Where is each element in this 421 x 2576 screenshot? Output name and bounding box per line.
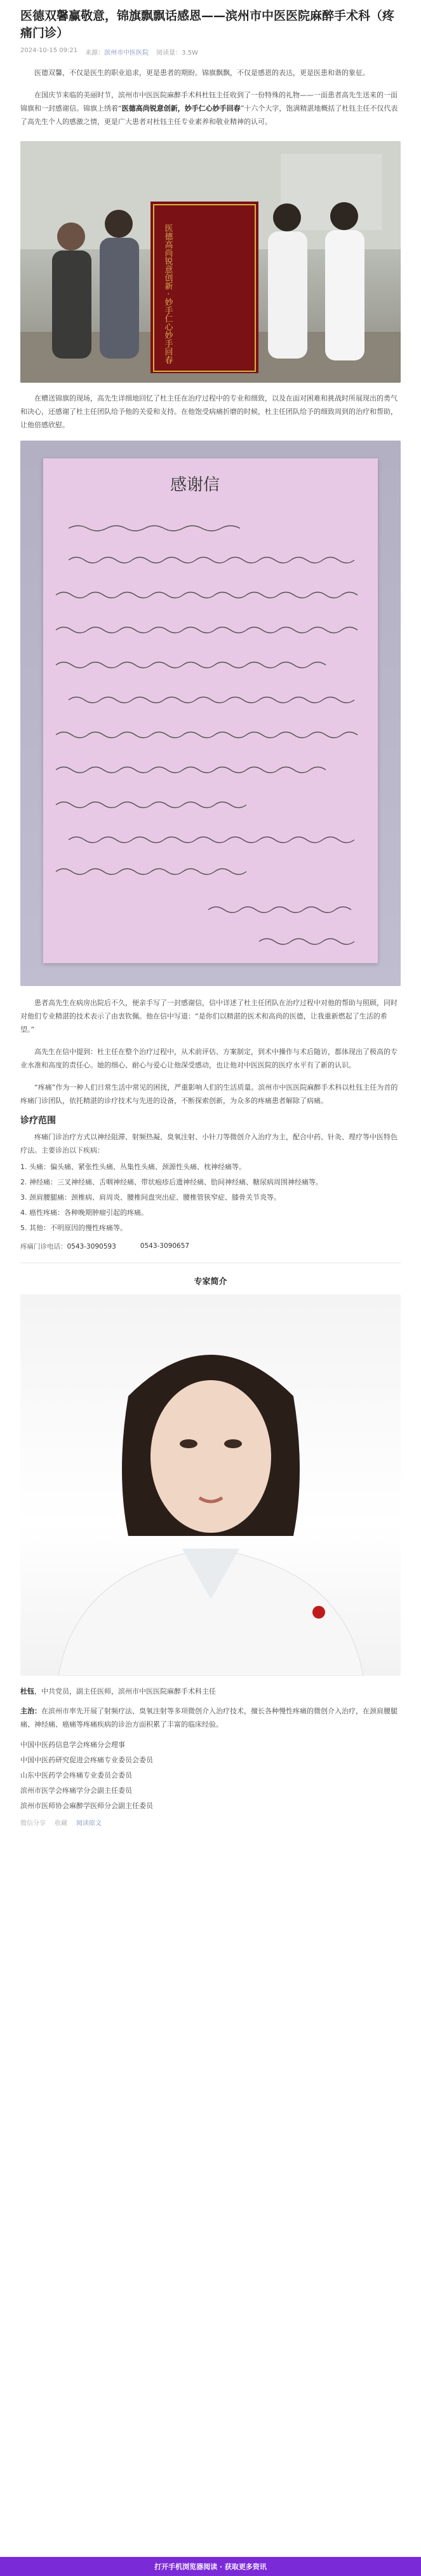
portrait-illustration <box>20 1294 401 1676</box>
role-item: 山东中医药学会疼痛专业委员会委员 <box>20 1771 132 1779</box>
expert-portrait-photo <box>20 1294 401 1676</box>
paragraph-3: 在赠送锦旗的现场，高先生详细地回忆了杜主任在治疗过程中的专业和细致，以及在面对困难和挑战时所展现出的勇气和决心，还感谢了杜主任团队给予他的关爱和支持。在他饱受病痛折磨的时候，杜主任团队给予的细致周到的治疗和帮助，让他倍感欣慰。 <box>20 394 398 429</box>
group-photo-illustration <box>20 141 401 383</box>
contact-primary <box>20 1242 116 1251</box>
expert-roles <box>20 1737 401 1814</box>
story-block <box>20 392 401 432</box>
source-label: 来源：滨州市中医医院 <box>85 50 149 57</box>
article-meta <box>20 47 401 57</box>
scope-item: 2. 神经痛：三叉神经痛、舌咽神经痛、带状疱疹后遗神经痛、肋间神经痛、糖尿病周围神经痛等。 <box>20 1178 323 1186</box>
paragraph-4: 患者高先生在病房出院后不久，便亲手写了一封感谢信，信中详述了杜主任团队在治疗过程中对他的帮助与照顾，同时对他们专业精湛的技术表示了由衷钦佩。他在信中写道：“是你们以精湛的医术和高尚的医德，让我重新燃起了生活的希望。” <box>20 999 398 1034</box>
source-link[interactable]: 滨州市中医医院 <box>104 50 149 57</box>
phone-number[interactable]: 0543-3090593 <box>67 1242 116 1250</box>
article-title: 医德双馨赢敬意，锦旗飘飘话感恩——滨州市中医医院麻醉手术科（疼痛门诊） <box>20 9 395 40</box>
banner-text: 打开手机浏览器阅读 · 获取更多资讯 <box>154 2563 267 2571</box>
banner-inscription-text: 医德高尚锐意创新 · 妙手仁心妙手回春 <box>163 224 173 364</box>
view-count: 阅读量：3.5W <box>156 50 198 57</box>
scope-item: 4. 癌性疼痛：各种晚期肿瘤引起的疼痛。 <box>20 1209 148 1217</box>
favorite-button[interactable]: 收藏 <box>55 1820 67 1827</box>
scope-heading: 诊疗范围 <box>20 1116 56 1126</box>
publish-date: 2024-10-15 09:21 <box>20 47 78 54</box>
intro-block <box>20 66 401 128</box>
paragraph-6: “疼痛”作为一种人们日常生活中常见的困扰，严重影响人们的生活质量。滨州市中医医院麻醉手术科以杜钰主任为首的疼痛门诊团队，依托精湛的诊疗技术与先进的设备，不断探索创新，为众多的疼痛患者解除了病痛。 <box>20 1083 398 1105</box>
letter-sheet <box>43 458 378 963</box>
role-item: 中国中医药信息学会疼痛分会理事 <box>20 1741 125 1749</box>
scope-item: 5. 其他：不明原因的慢性疼痛等。 <box>20 1224 127 1232</box>
banner-quote: 医德高尚锐意创新，妙手仁心妙手回春 <box>121 104 241 113</box>
contact-row <box>20 1240 401 1252</box>
expert-bio <box>20 1685 401 1814</box>
share-button[interactable]: 微信分享 <box>20 1820 46 1827</box>
paragraph-2: 在国庆节来临的美丽时节，滨州市中医医院麻醉手术科杜钰主任收到了一份特殊的礼物——一面患者高先生送来的一面锦旗和一封感谢信。锦旗上绣着“医德高尚锐意创新，妙手仁心妙手回春”十六个大字，饱满精湛地概括了杜钰主任不仅代表了高先生个人的感激之情，更是广大患者对杜钰主任专业素养和敬业精神的认可。 <box>20 91 398 126</box>
expert-intro <box>20 1685 401 1698</box>
paragraph-5: 高先生在信中提到：杜主任在整个治疗过程中，从术前评估、方案制定，到术中操作与术后随访，都体现出了极高的专业水准和高度的责任心。她的细心、耐心与爱心让他深受感动，也让他对中医医院的医疗水平有了新的认识。 <box>20 1048 398 1069</box>
scope-item: 1. 头痛：偏头痛、紧张性头痛、丛集性头痛、颈源性头痛、枕神经痛等。 <box>20 1163 246 1171</box>
letter-title: 感谢信 <box>170 476 220 495</box>
thank-you-letter-photo <box>20 441 401 986</box>
expert-section-title: 专家简介 <box>194 1277 227 1287</box>
scope-list <box>20 1160 401 1236</box>
handwriting-illustration <box>43 458 378 963</box>
expert-name: 杜钰 <box>20 1687 34 1696</box>
open-app-banner[interactable] <box>0 2557 421 2576</box>
scope-item: 3. 颈肩腰腿痛：颈椎病、肩周炎、腰椎间盘突出症、腰椎管狭窄症、膝骨关节炎等。 <box>20 1193 281 1202</box>
detail-block <box>20 996 401 1107</box>
paragraph-1: 医德双馨，不仅是医生的职业追求，更是患者的期盼。锦旗飘飘，不仅是感恩的表达，更是医患和谐的象征。 <box>34 69 370 77</box>
banner-presentation-photo <box>20 141 401 383</box>
phone-number[interactable]: 0543-3090657 <box>140 1242 190 1250</box>
role-item: 中国中医药研究促进会疼痛专业委员会委员 <box>20 1756 153 1764</box>
expert-specialty: 主治：在滨州市率先开展了射频疗法、臭氧注射等多项微创介入治疗技术，擅长各种慢性疼痛的微创介入治疗，在颈肩腰腿痛、神经痛、癌痛等疼痛疾病的诊治方面积累了丰富的临床经验。 <box>20 1707 398 1729</box>
role-item: 滨州市医师协会麻醉学医师分会副主任委员 <box>20 1802 153 1810</box>
contact-label: 疼痛门诊电话： <box>20 1242 67 1250</box>
share-bar <box>20 1818 401 1828</box>
role-item: 滨州市医学会疼痛学分会副主任委员 <box>20 1786 132 1795</box>
scope-intro: 疼痛门诊治疗方式以神经阻滞、射频热凝、臭氧注射、小针刀等微创介入治疗为主，配合中药、针灸、理疗等中医特色疗法。主要诊治以下疾病： <box>20 1133 398 1154</box>
expert-title: ，中共党员，副主任医师，滨州市中医医院麻醉手术科主任 <box>34 1687 216 1696</box>
read-original-link[interactable]: 阅读原文 <box>76 1820 102 1827</box>
